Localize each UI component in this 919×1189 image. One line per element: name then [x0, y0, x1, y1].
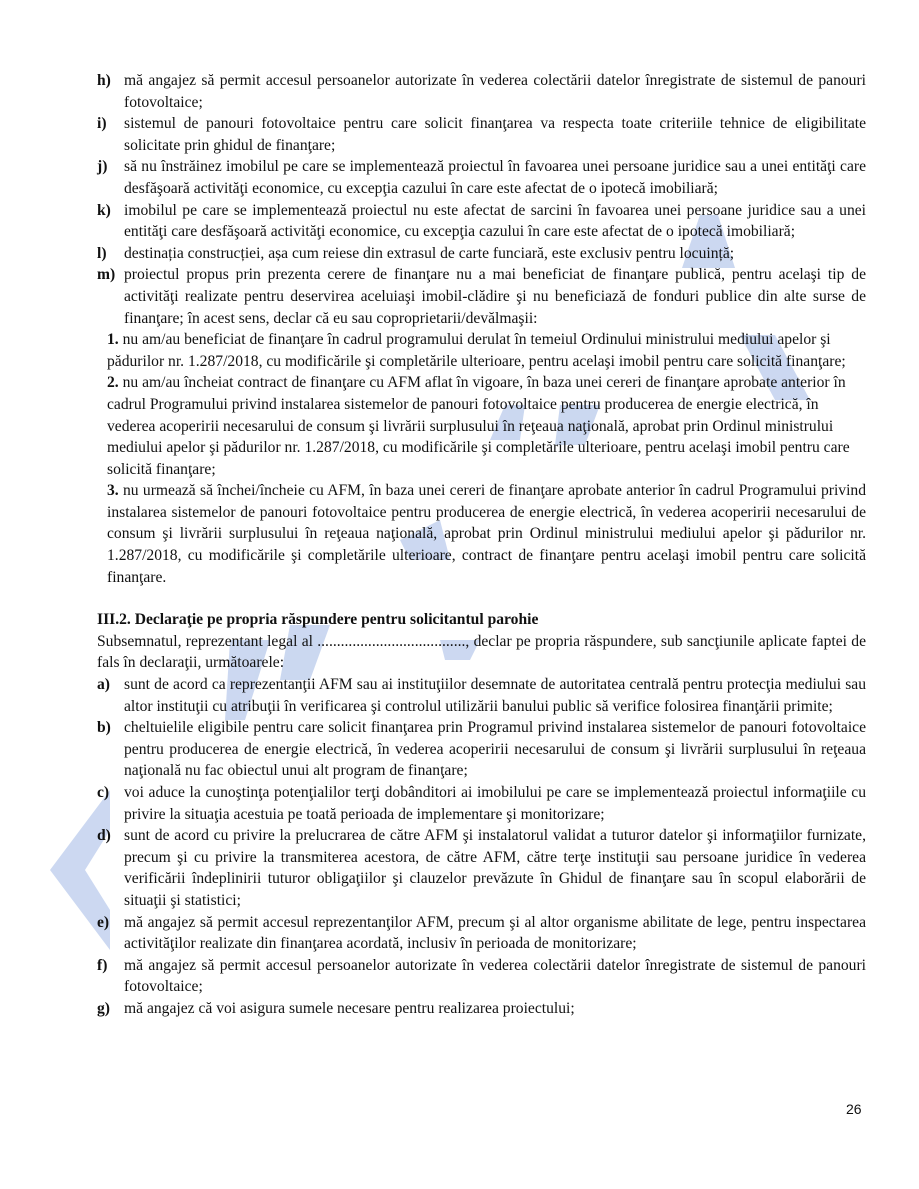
- item-label: d): [97, 827, 111, 845]
- item-text: să nu înstrăinez imobilul pe care se implementează proiectul în favoarea unei persoane juridice sau a unei entităţi care desfăşoară activităţi economice, cu excepţia cazului în care este afectat de o ipotecă imobiliară;: [124, 158, 866, 197]
- list-item: [97, 825, 866, 911]
- item-label: j): [97, 158, 108, 176]
- list-item: [97, 717, 866, 782]
- item-text: mă angajez să permit accesul persoanelor autorizate în vederea colectării datelor înregistrate de sistemul de panouri fotovoltaice;: [124, 72, 866, 111]
- sub-item: [107, 329, 866, 372]
- item-text: sunt de acord cu privire la prelucrarea de către AFM şi instalatorul validat a tuturor datelor şi informaţiilor furnizate, precum şi cu privire la transmiterea acestora, de către AFM, către terţe instituţii sau persoane juridice în vederea verificării îndeplinirii tuturor obligaţiilor şi clauzelor prevăzute în Ghidul de finanţare sau în scopul elaborării de situaţii şi statistici;: [124, 827, 866, 909]
- list-item: [97, 243, 866, 265]
- item-label: k): [97, 201, 111, 219]
- list-item: [97, 674, 866, 717]
- item-label: l): [97, 244, 107, 262]
- list-item: [97, 782, 866, 825]
- declaration-list-part1: [97, 70, 866, 588]
- page-number: 26: [846, 1101, 862, 1117]
- item-label: a): [97, 676, 110, 694]
- list-item: [97, 156, 866, 199]
- list-item: [97, 200, 866, 243]
- sub-item-text: nu urmează să închei/încheie cu AFM, în baza unei cereri de finanţare aprobate anterior în cadrul Programului privind instalarea sistemelor de panouri fotovoltaice pentru producerea de energie electrică, în vederea acoperirii necesarului de consum şi livrării surplusului în reţeaua naţională, aprobat prin Ordinul ministrului mediului apelor şi pădurilor nr. 1.287/2018, cu modificările şi completările ulterioare, contract de finanţare pentru acelaşi imobil pentru care solicită finanţare.: [107, 482, 866, 586]
- item-text: mă angajez că voi asigura sumele necesare pentru realizarea proiectului;: [124, 999, 575, 1017]
- item-text: sistemul de panouri fotovoltaice pentru care solicit finanţarea va respecta toate criteriile tehnice de eligibilitate solicitate prin ghidul de finanţare;: [124, 115, 866, 154]
- item-label: i): [97, 115, 107, 133]
- item-text: destinația construcției, așa cum reiese din extrasul de carte funciară, este exclusiv pentru locuință;: [124, 244, 735, 262]
- item-text: imobilul pe care se implementează proiectul nu este afectat de sarcini în favoarea unei persoane juridice sau a unei entităţi care desfăşoară activităţi economice, cu excepţia cazului în care este afectat de o ipotecă imobiliară;: [124, 201, 866, 241]
- item-label: b): [97, 719, 111, 737]
- declaration-list-part2: [97, 674, 866, 1020]
- item-text: mă angajez să permit accesul reprezentanţilor AFM, precum şi al altor organisme abilitate de lege, pentru inspectarea activităţilor realizate din finanţarea acordată, inclusiv în perioada de monitorizare;: [124, 913, 866, 953]
- item-text: mă angajez să permit accesul persoanelor autorizate în vederea colectării datelor înregistrate de sistemul de panouri fotovoltaice;: [124, 956, 866, 996]
- item-text: cheltuielile eligibile pentru care solicit finanţarea prin Programul privind instalarea sistemelor de panouri fotovoltaice pentru producerea de energie electrică, în vederea acoperirii necesarului de consum şi livrării surplusului în reţeaua naţională nu fac obiectul unui alt program de finanţare;: [124, 719, 866, 780]
- sub-item-number: 1.: [107, 331, 119, 349]
- item-label: m): [97, 266, 116, 284]
- list-item: [97, 264, 866, 329]
- list-item: [97, 955, 866, 998]
- section-heading: III.2. Declaraţie pe propria răspundere pentru solicitantul parohie: [97, 611, 539, 629]
- document-page: [97, 70, 866, 1020]
- list-item: [97, 912, 866, 955]
- sub-item-number: 2.: [107, 374, 119, 392]
- item-label: c): [97, 784, 110, 801]
- item-label: g): [97, 999, 110, 1017]
- sub-item-number: 3.: [107, 482, 119, 500]
- list-item: [97, 998, 866, 1020]
- item-label: f): [97, 956, 108, 974]
- sub-item-text: nu am/au beneficiat de finanţare în cadrul programului derulat în temeiul Ordinului ministrului mediului apelor şi pădurilor nr. 1.287/2018, cu modificările şi completările ulterioare, pentru acelaşi imobil pentru care solicită finanţare;: [107, 331, 846, 370]
- list-item: [97, 113, 866, 156]
- sub-item: [107, 372, 866, 480]
- section-intro: Subsemnatul, reprezentant legal al ......................................, declar pe propria răspundere, sub sancţiunile aplicate faptei de fals în declaraţii, următoarele:: [97, 632, 866, 672]
- item-label: h): [97, 72, 111, 89]
- item-text: sunt de acord ca reprezentanţii AFM sau ai instituţiilor desemnate de autoritatea centrală pentru protecţia mediului sau altor instituţii cu atribuţii în verificarea şi controlul utilizării banului public să verifice folosirea finanţării primite;: [124, 676, 866, 715]
- item-text: proiectul propus prin prezenta cerere de finanţare nu a mai beneficiat de finanţare publică, pentru acelaşi tip de activităţi realizate pentru deservirea aceluiaşi imobil-clădire şi nu beneficiază de fonduri publice din alte surse de finanţare; în acest sens, declar că eu sau coproprietarii/devălmaşii:: [124, 266, 866, 327]
- item-text: voi aduce la cunoştinţa potenţialilor terţi dobânditori ai imobilului pe care se implementează proiectul informaţiile cu privire la situaţia acestuia pe toată perioada de implementare şi monitorizare;: [124, 784, 866, 823]
- sub-item: [107, 480, 866, 588]
- list-item: [97, 70, 866, 113]
- item-label: e): [97, 913, 110, 931]
- sub-item-text: nu am/au încheiat contract de finanţare cu AFM aflat în vigoare, în baza unei cereri de finanţare aprobate anterior în cadrul Programului privind instalarea sistemelor de panouri fotovoltaice pentru producerea de energie electrică, în vederea acoperirii necesarului de consum şi livrării surplusului în reţeaua naţională, aprobat prin Ordinul ministrului mediului apelor şi pădurilor nr. 1.287/2018, cu modificările şi completările ulterioare, pentru acelaşi imobil pentru care solicită finanţare;: [107, 374, 850, 478]
